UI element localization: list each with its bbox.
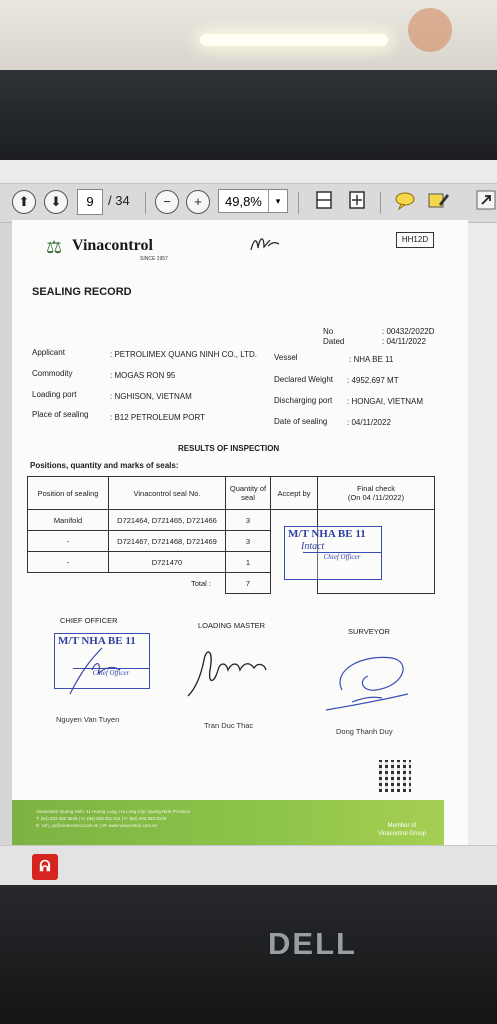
place-of-sealing-value: : B12 PETROLEUM PORT xyxy=(110,413,205,422)
arrow-up-icon: ⬆ xyxy=(18,194,30,209)
vessel-value: : NHA BE 11 xyxy=(349,355,394,364)
fit-page-button[interactable] xyxy=(345,190,369,214)
header-accept-by: Accept by xyxy=(271,477,318,510)
toolbar-divider xyxy=(145,192,146,214)
minus-icon: − xyxy=(163,194,171,209)
row-seals: D721464, D721465, D721466 xyxy=(109,510,226,531)
monitor-bezel-bottom xyxy=(0,885,497,1024)
highlight-button[interactable] xyxy=(426,190,450,214)
plus-icon: + xyxy=(194,194,202,209)
ceiling-light xyxy=(200,34,388,46)
place-of-sealing-label: Place of sealing xyxy=(32,410,89,419)
company-name: Vinacontrol xyxy=(72,237,153,254)
loading-port-value: : NGHISON, VIETNAM xyxy=(110,392,192,401)
loading-port-label: Loading port xyxy=(32,390,77,399)
stamp-signature: Intact xyxy=(301,541,325,552)
loading-master-label: LOADING MASTER xyxy=(198,621,266,630)
commodity-label: Commodity xyxy=(32,369,73,378)
chevron-down-icon[interactable]: ▾ xyxy=(268,190,287,212)
no-value: : 00432/2022D xyxy=(382,327,435,336)
page-number-input[interactable]: 9 xyxy=(77,189,103,215)
monitor-screen xyxy=(0,160,497,885)
expand-button[interactable] xyxy=(474,190,497,214)
surveyor-name: Dong Thanh Duy xyxy=(336,727,393,736)
footer-line: T: (84) 203 382 5536 | H: (84) 836 811 611 | F: (84) 203 382 8105 xyxy=(36,816,167,821)
page-count: / 34 xyxy=(108,193,130,208)
discharging-port-label: Discharging port xyxy=(274,396,333,405)
stamp-role: Chief Officer xyxy=(73,668,149,677)
arrow-down-icon: ⬇ xyxy=(50,194,62,209)
discharging-port-value: : HONGAI, VIETNAM xyxy=(347,397,424,406)
scales-icon: ⚖ xyxy=(46,237,63,257)
background-wall xyxy=(0,0,497,75)
pdf-reader-icon[interactable]: ᕱ xyxy=(32,854,58,880)
zoom-level-select[interactable] xyxy=(218,189,288,213)
header-seal-no: Vinacontrol seal No. xyxy=(109,477,226,510)
fit-width-icon xyxy=(314,190,334,210)
dated-label: Dated xyxy=(323,337,345,346)
zoom-level-value: 49,8% xyxy=(225,194,262,209)
qr-code xyxy=(379,760,411,792)
header-final-check xyxy=(318,477,435,510)
toolbar-divider xyxy=(380,192,381,214)
header-quantity: Quantity of seal xyxy=(226,477,271,510)
vessel-label: Vessel xyxy=(274,353,298,362)
row-seals: D721470 xyxy=(109,552,226,573)
document-title: SEALING RECORD xyxy=(32,286,132,298)
comment-button[interactable] xyxy=(393,190,417,214)
footer-group: Vinacontrol Group xyxy=(377,831,426,837)
pdf-page[interactable] xyxy=(12,220,468,861)
row-quantity: 3 xyxy=(226,510,271,531)
surveyor-label: SURVEYOR xyxy=(348,627,390,636)
loading-master-name: Tran Duc Thac xyxy=(204,721,254,730)
company-since: SINCE 1957 xyxy=(140,256,168,262)
dated-value: : 04/11/2022 xyxy=(382,337,426,346)
chief-officer-label: CHIEF OFFICER xyxy=(60,616,118,625)
footer-member xyxy=(378,822,426,838)
pdf-toolbar xyxy=(0,183,497,223)
applicant-value: : PETROLIMEX QUANG NINH CO., LTD. xyxy=(110,350,257,359)
highlight-pen-icon xyxy=(427,190,449,210)
header-position: Position of sealing xyxy=(28,477,109,510)
row-position: - xyxy=(28,552,109,573)
comment-icon xyxy=(394,190,416,210)
document-gutter xyxy=(0,223,12,883)
next-page-button[interactable] xyxy=(44,190,68,214)
row-seals: D721467, D721468, D721469 xyxy=(109,531,226,552)
loading-master-signature xyxy=(184,640,274,702)
total-label: Total : xyxy=(190,578,211,588)
results-title: RESULTS OF INSPECTION xyxy=(178,444,280,453)
chief-officer-signature xyxy=(62,640,132,700)
fit-width-button[interactable] xyxy=(312,190,336,214)
previous-page-button[interactable] xyxy=(12,190,36,214)
zoom-out-button[interactable] xyxy=(155,190,179,214)
final-check-date: (On 04 /11/2022) xyxy=(347,493,405,502)
table-header-row xyxy=(28,477,435,510)
monitor-bezel-top xyxy=(0,70,497,160)
row-quantity: 3 xyxy=(226,531,271,552)
date-of-sealing-value: : 04/11/2022 xyxy=(347,418,391,427)
declared-weight-value: : 4952.697 MT xyxy=(347,376,399,385)
chief-officer-name: Nguyen Van Tuyen xyxy=(56,715,120,724)
vessel-stamp-table xyxy=(284,526,382,580)
declared-weight-label: Declared Weight xyxy=(274,375,333,384)
expand-icon xyxy=(476,190,496,210)
positions-title: Positions, quantity and marks of seals: xyxy=(30,461,179,470)
commodity-value: : MOGAS RON 95 xyxy=(110,371,176,380)
final-check-label: Final check xyxy=(357,484,395,493)
wall-decoration xyxy=(408,8,452,52)
total-value: 7 xyxy=(226,573,271,594)
row-position: - xyxy=(28,531,109,552)
taskbar xyxy=(0,845,497,886)
applicant-label: Applicant xyxy=(32,348,65,357)
stamp-vessel-name: M/T NHA BE 11 xyxy=(288,528,366,540)
footer-line: E: vnh_qn@vinacontrol.com.vn | W: www.vinacontrol.com.vn xyxy=(36,823,157,828)
no-label: No xyxy=(323,327,334,336)
document-code: HH12D xyxy=(396,232,434,248)
footer-address xyxy=(36,808,190,829)
dell-logo: DELL xyxy=(268,926,357,961)
date-of-sealing-label: Date of sealing xyxy=(274,417,328,426)
stamp-vessel-name: M/T NHA BE 11 xyxy=(58,635,136,647)
row-quantity: 1 xyxy=(226,552,271,573)
toolbar-divider xyxy=(298,192,299,214)
zoom-in-button[interactable] xyxy=(186,190,210,214)
footer-line: Vinacontrol Quang Ninh: 11 Hoang Long, Ha Long City, Quang Ninh Province xyxy=(36,809,191,814)
fit-page-icon xyxy=(347,190,367,210)
footer-member-label: Member of xyxy=(387,823,417,829)
stamp-role: Chief Officer xyxy=(303,552,381,561)
row-position: Manifold xyxy=(28,510,109,531)
header-signature xyxy=(248,232,282,256)
surveyor-signature xyxy=(322,650,414,722)
